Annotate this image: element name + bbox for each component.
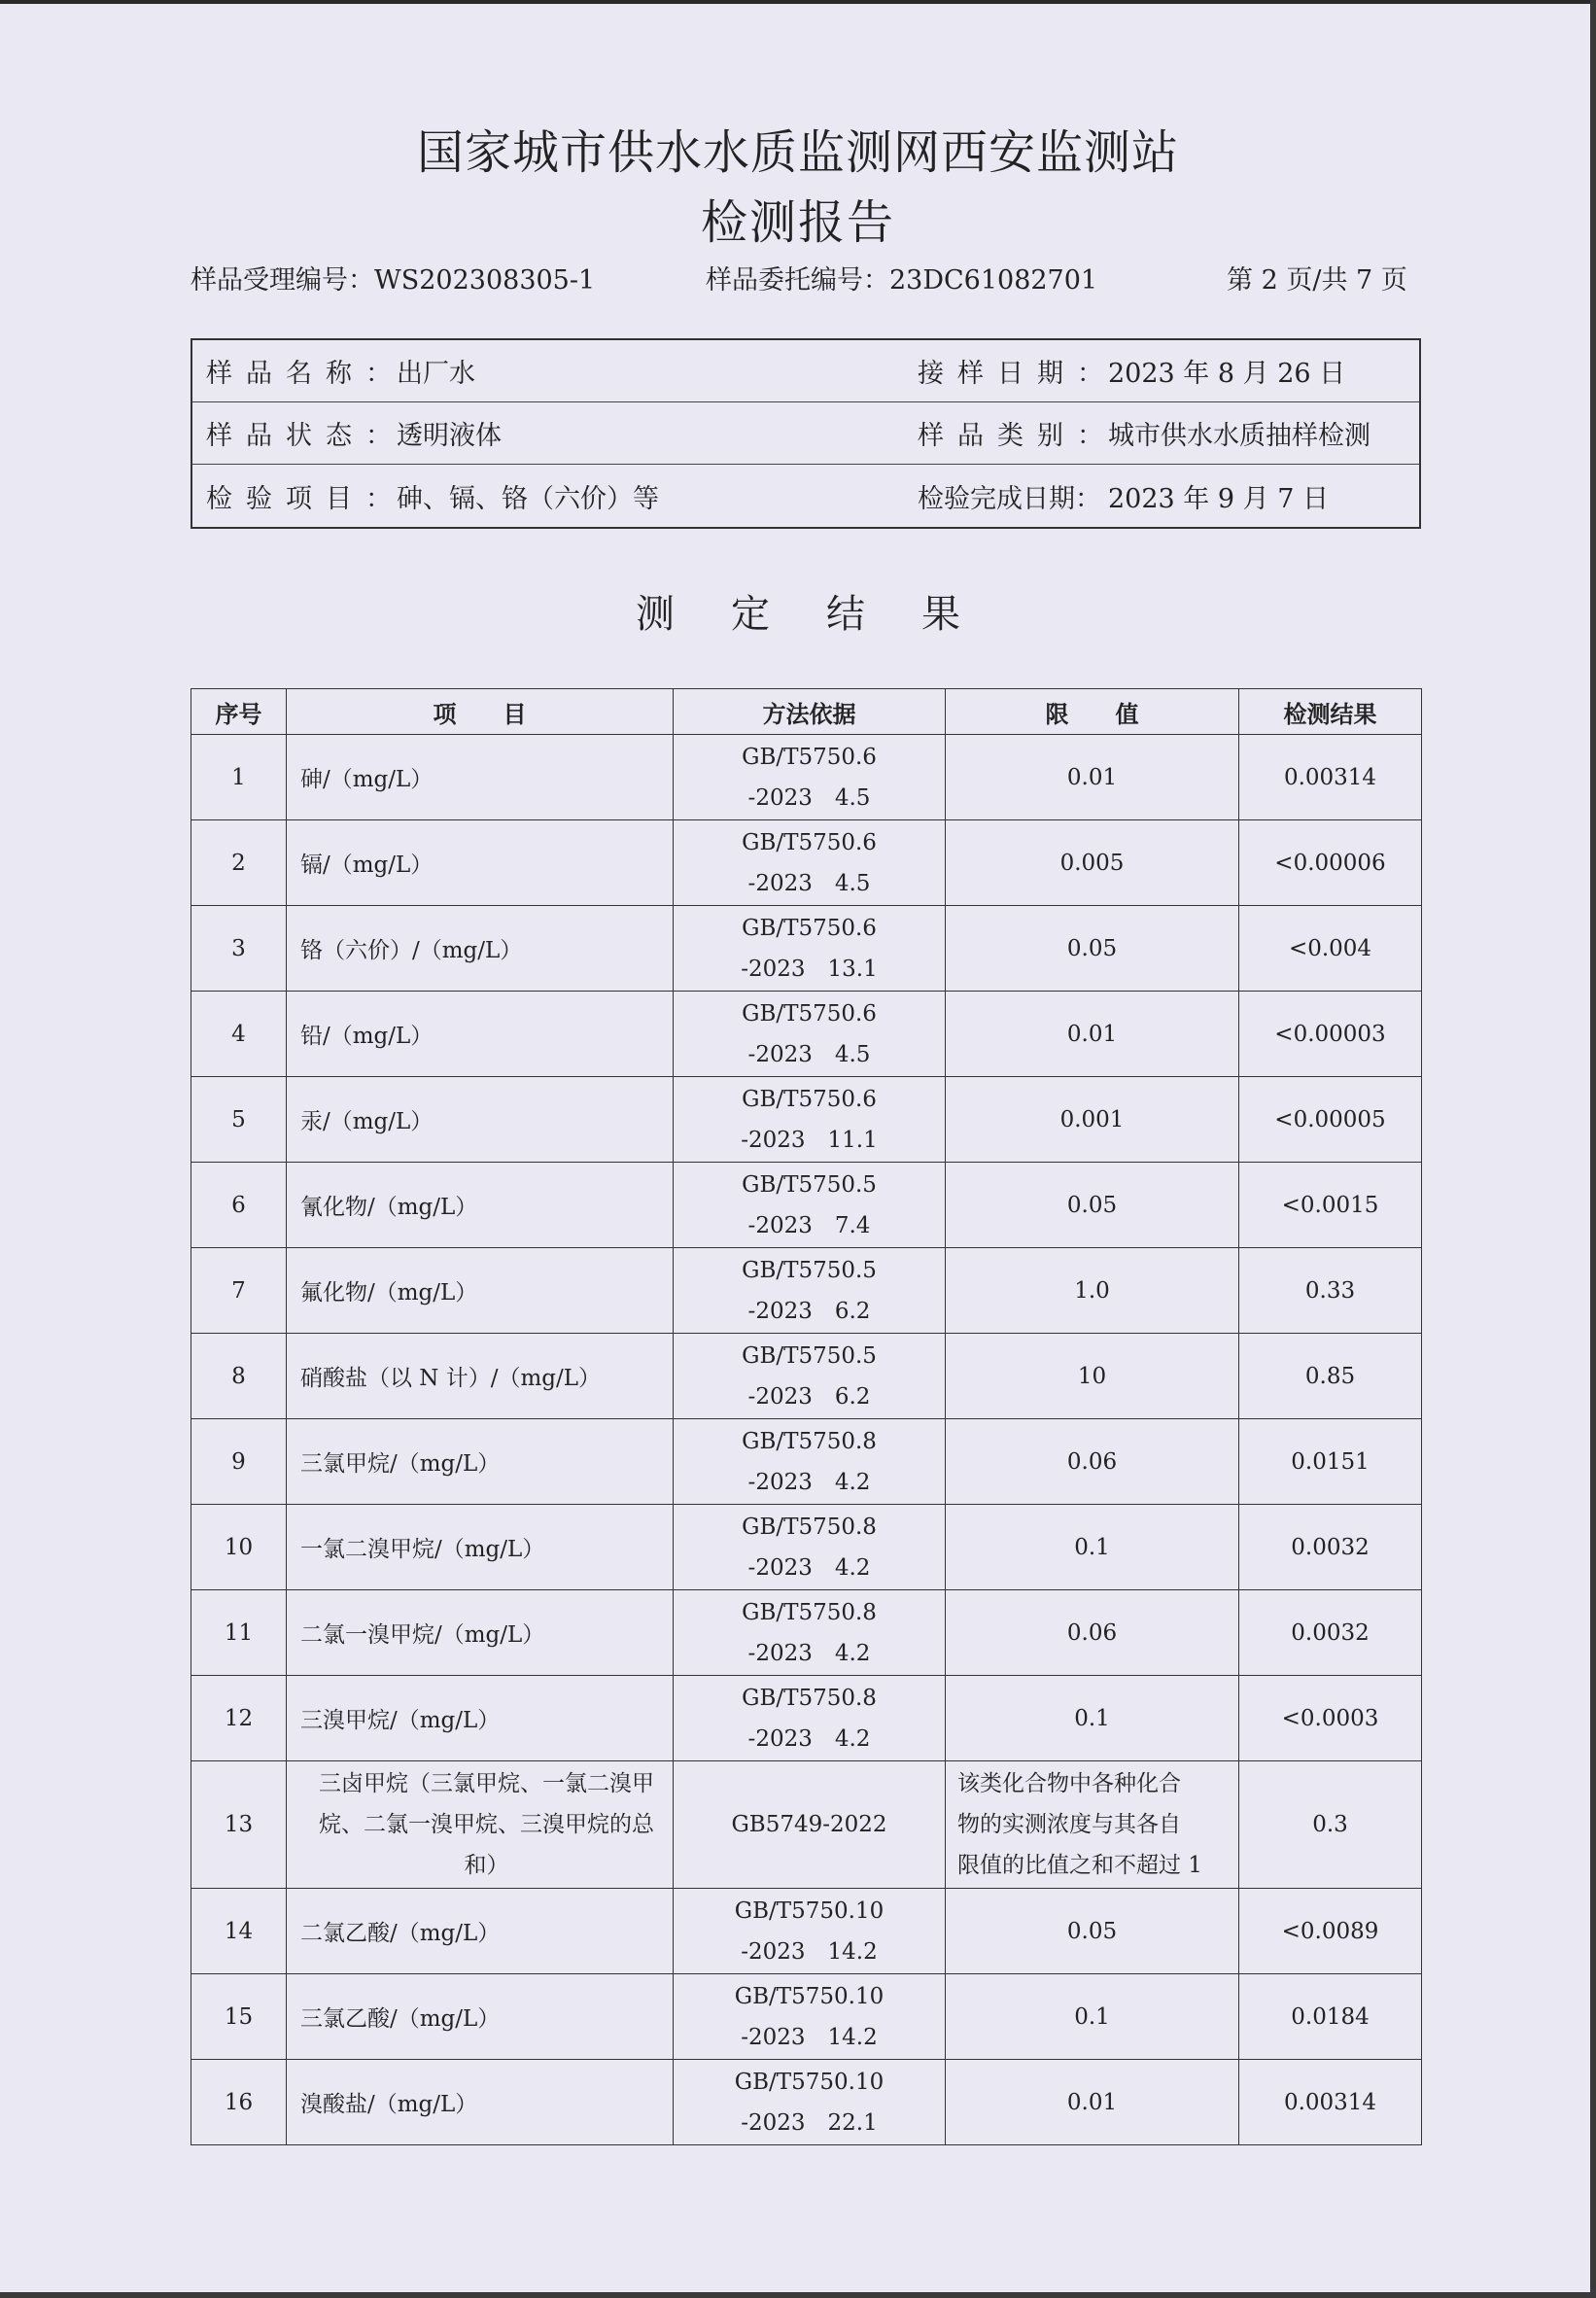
row-result: 0.0184: [1239, 1974, 1422, 2060]
row-item: 氰化物/（mg/L）: [287, 1163, 674, 1248]
row-method: GB/T5750.6 -2023 11.1: [674, 1077, 946, 1163]
row-number: 5: [191, 1077, 287, 1163]
row-method: GB/T5750.8 -2023 4.2: [674, 1505, 946, 1590]
row-method: GB/T5750.10 -2023 14.2: [674, 1974, 946, 2060]
table-row: [191, 1505, 1422, 1590]
row-result: 0.00314: [1239, 2060, 1422, 2145]
scan-edge-top: [0, 0, 1596, 4]
info-row-state: [192, 402, 1419, 465]
table-row: [191, 820, 1422, 906]
row-number: 8: [191, 1334, 287, 1419]
table-row: [191, 906, 1422, 992]
sample-state-value: 透明液体: [397, 421, 502, 451]
row-limit: 1.0: [946, 1248, 1239, 1334]
row-item: 铅/（mg/L）: [287, 992, 674, 1077]
table-row: [191, 992, 1422, 1077]
row-result: 0.0151: [1239, 1419, 1422, 1505]
receive-date-value: 2023 年 8 月 26 日: [1108, 359, 1346, 389]
info-row-items: [192, 465, 1419, 527]
row-item: 一氯二溴甲烷/（mg/L）: [287, 1505, 674, 1590]
page-indicator: 第 2 页/共 7 页: [1227, 265, 1407, 296]
header-limit: 限 值: [946, 689, 1239, 735]
sample-state-label: 样品状态：: [206, 421, 405, 451]
row-item: 三氯甲烷/（mg/L）: [287, 1419, 674, 1505]
row-number: 9: [191, 1419, 287, 1505]
sample-entrust-number: 样品委托编号：23DC61082701: [706, 265, 1098, 296]
sample-name-value: 出厂水: [397, 359, 475, 389]
complete-date-value: 2023 年 9 月 7 日: [1108, 483, 1329, 514]
header-method: 方法依据: [674, 689, 946, 735]
row-method: GB/T5750.6 -2023 4.5: [674, 992, 946, 1077]
sample-name-label: 样品名称：: [206, 359, 405, 389]
row-method: GB/T5750.6 -2023 4.5: [674, 735, 946, 820]
row-number: 15: [191, 1974, 287, 2060]
row-limit: 0.05: [946, 1889, 1239, 1974]
row-method: GB/T5750.5 -2023 7.4: [674, 1163, 946, 1248]
row-result: 0.0032: [1239, 1505, 1422, 1590]
row-result: 0.0032: [1239, 1590, 1422, 1676]
row-method: GB5749-2022: [674, 1761, 946, 1889]
row-result: 0.00314: [1239, 735, 1422, 820]
sample-type-label: 样品类别：: [918, 421, 1117, 451]
row-number: 4: [191, 992, 287, 1077]
row-number: 6: [191, 1163, 287, 1248]
row-item: 铬（六价）/（mg/L）: [287, 906, 674, 992]
row-number: 13: [191, 1761, 287, 1889]
table-row: [191, 1590, 1422, 1676]
results-header-row: [191, 689, 1422, 735]
sample-type-value: 城市供水水质抽样检测: [1108, 421, 1370, 451]
row-number: 2: [191, 820, 287, 906]
sample-info-table: [191, 338, 1421, 529]
table-row: [191, 1248, 1422, 1334]
row-limit: 0.06: [946, 1419, 1239, 1505]
results-body-head: [191, 735, 1422, 1761]
row-item: 三氯乙酸/（mg/L）: [287, 1974, 674, 2060]
row-result: 0.3: [1239, 1761, 1422, 1889]
row-limit: 0.01: [946, 2060, 1239, 2145]
info-row-name: [192, 340, 1419, 402]
row-limit: 0.001: [946, 1077, 1239, 1163]
table-row: [191, 735, 1422, 820]
row-item: 砷/（mg/L）: [287, 735, 674, 820]
row-result: <0.0015: [1239, 1163, 1422, 1248]
row-method: GB/T5750.6 -2023 13.1: [674, 906, 946, 992]
row-number: 1: [191, 735, 287, 820]
row-result: <0.0003: [1239, 1676, 1422, 1761]
results-table: [191, 688, 1422, 2145]
row-method: GB/T5750.8 -2023 4.2: [674, 1419, 946, 1505]
results-body-row13: [191, 1761, 1422, 1889]
report-title: 检测报告: [700, 195, 895, 250]
row-result: <0.0089: [1239, 1889, 1422, 1974]
row-number: 7: [191, 1248, 287, 1334]
table-row: [191, 1163, 1422, 1248]
table-row: [191, 1761, 1422, 1889]
row-item: 氟化物/（mg/L）: [287, 1248, 674, 1334]
row-limit: 0.01: [946, 735, 1239, 820]
row-result: <0.00005: [1239, 1077, 1422, 1163]
row-method: GB/T5750.8 -2023 4.2: [674, 1590, 946, 1676]
row-method: GB/T5750.6 -2023 4.5: [674, 820, 946, 906]
row-number: 11: [191, 1590, 287, 1676]
row-number: 10: [191, 1505, 287, 1590]
complete-date-label: 检验完成日期：: [918, 483, 1101, 514]
test-items-value: 砷、镉、铬（六价）等: [397, 483, 659, 514]
row-item: 硝酸盐（以 N 计）/（mg/L）: [287, 1334, 674, 1419]
row-limit: 0.05: [946, 1163, 1239, 1248]
table-row: [191, 1419, 1422, 1505]
header-result: 检测结果: [1239, 689, 1422, 735]
row-result: <0.00006: [1239, 820, 1422, 906]
row-limit: 0.05: [946, 906, 1239, 992]
row-limit: 0.1: [946, 1505, 1239, 1590]
results-section-title: 测定结果: [636, 592, 1017, 637]
row-limit: 0.1: [946, 1676, 1239, 1761]
row-limit: 10: [946, 1334, 1239, 1419]
header-item: 项 目: [287, 689, 674, 735]
row-item: 二氯一溴甲烷/（mg/L）: [287, 1590, 674, 1676]
results-body-tail: [191, 1889, 1422, 2145]
header-no: 序号: [191, 689, 287, 735]
row-item: 汞/（mg/L）: [287, 1077, 674, 1163]
receive-date-label: 接样日期：: [918, 359, 1117, 389]
row-item: 溴酸盐/（mg/L）: [287, 2060, 674, 2145]
table-row: [191, 2060, 1422, 2145]
row-limit: 0.01: [946, 992, 1239, 1077]
row-number: 14: [191, 1889, 287, 1974]
row-number: 12: [191, 1676, 287, 1761]
row-method: GB/T5750.10 -2023 22.1: [674, 2060, 946, 2145]
scan-edge-bottom: [0, 2292, 1596, 2298]
table-row: [191, 1676, 1422, 1761]
table-row: [191, 1334, 1422, 1419]
row-item: 三卤甲烷（三氯甲烷、一氯二溴甲 烷、二氯一溴甲烷、三溴甲烷的总 和）: [287, 1761, 674, 1889]
report-org-title: 国家城市供水水质监测网西安监测站: [416, 125, 1179, 180]
row-method: GB/T5750.10 -2023 14.2: [674, 1889, 946, 1974]
row-limit: 0.005: [946, 820, 1239, 906]
table-row: [191, 1077, 1422, 1163]
row-limit: 该类化合物中各种化合 物的实测浓度与其各自 限值的比值之和不超过 1: [946, 1761, 1239, 1889]
row-result: <0.00003: [1239, 992, 1422, 1077]
row-item: 镉/（mg/L）: [287, 820, 674, 906]
row-result: <0.004: [1239, 906, 1422, 992]
row-number: 3: [191, 906, 287, 992]
row-result: 0.85: [1239, 1334, 1422, 1419]
scan-edge-right: [1590, 0, 1596, 2298]
row-limit: 0.06: [946, 1590, 1239, 1676]
sample-accept-number: 样品受理编号：WS202308305-1: [191, 265, 596, 296]
table-row: [191, 1974, 1422, 2060]
row-number: 16: [191, 2060, 287, 2145]
row-item: 二氯乙酸/（mg/L）: [287, 1889, 674, 1974]
row-result: 0.33: [1239, 1248, 1422, 1334]
row-method: GB/T5750.5 -2023 6.2: [674, 1334, 946, 1419]
table-row: [191, 1889, 1422, 1974]
test-items-label: 检验项目：: [206, 483, 405, 514]
row-method: GB/T5750.5 -2023 6.2: [674, 1248, 946, 1334]
row-item: 三溴甲烷/（mg/L）: [287, 1676, 674, 1761]
row-limit: 0.1: [946, 1974, 1239, 2060]
row-method: GB/T5750.8 -2023 4.2: [674, 1676, 946, 1761]
